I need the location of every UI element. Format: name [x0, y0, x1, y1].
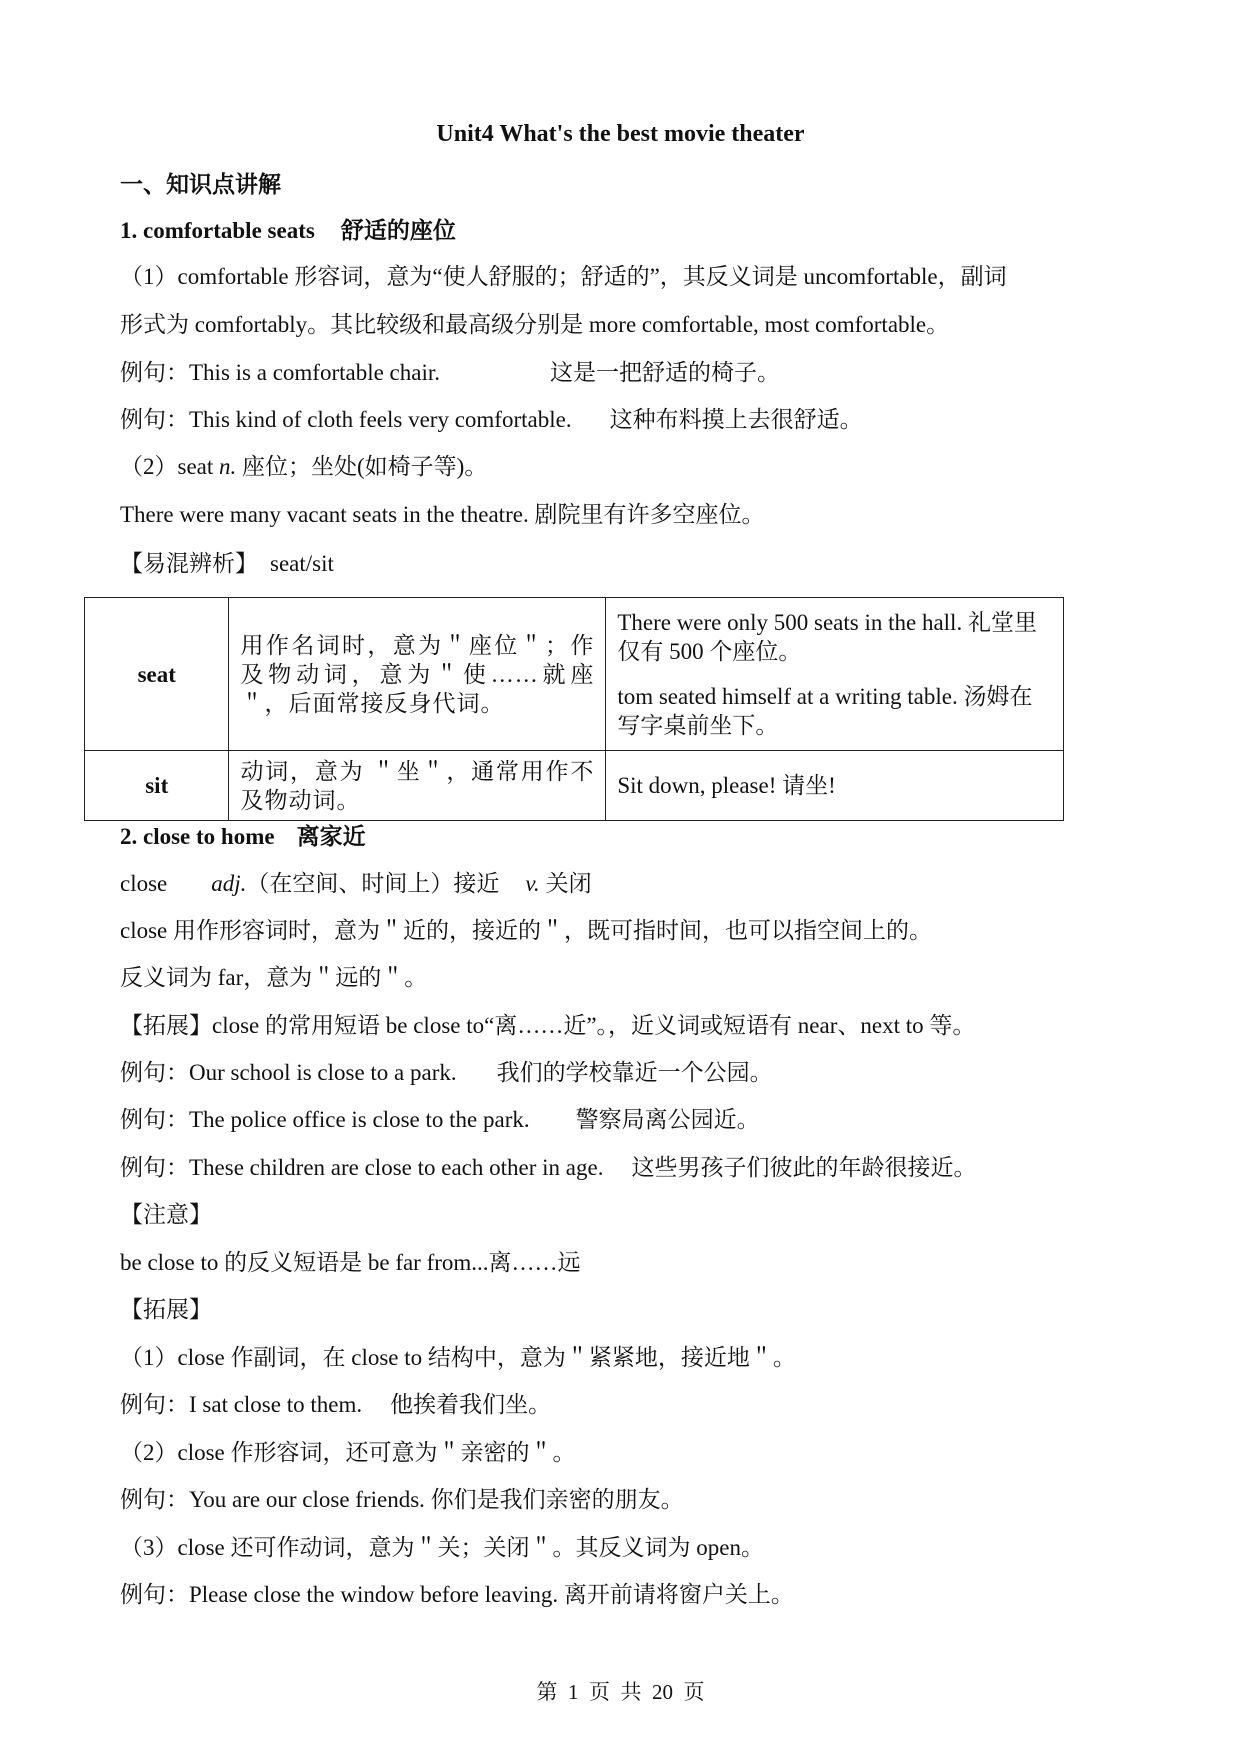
extension-2: （2）close 作形容词，还可意为＂亲密的＂。 — [120, 1440, 576, 1465]
example-zh: 这种布料摸上去很舒适。 — [609, 407, 863, 432]
note-text: be close to 的反义短语是 be far from...离……远 — [120, 1250, 581, 1275]
example-en: 例句：These children are close to each other in age. — [120, 1155, 604, 1180]
item2-definition — [120, 869, 592, 899]
extension-3: （3）close 还可作动词，意为＂关；关闭＂。其反义词为 open。 — [120, 1535, 764, 1560]
item1-heading-zh: 舒适的座位 — [340, 218, 456, 243]
item2-heading-zh: 离家近 — [296, 824, 366, 849]
table-row — [85, 751, 1064, 821]
example-en: 例句：The police office is close to the park. — [120, 1107, 530, 1132]
example-zh: 警察局离公园近。 — [575, 1107, 760, 1132]
p2-prefix: （2）seat — [120, 454, 220, 479]
item2-heading — [120, 822, 366, 852]
table-example: There were only 500 seats in the hall. 礼堂里仅有 500 个座位。 — [617, 610, 1037, 664]
item2-example-1 — [120, 1058, 773, 1088]
table-example: Sit down, please! 请坐! — [617, 773, 836, 798]
item1-heading-en: 1. comfortable seats — [120, 218, 315, 243]
table-examples — [606, 598, 1064, 751]
table-meaning: 用作名词时，意为＂座位＂；作及物动词，意为＂使……就座＂，后面常接反身代词。 — [229, 598, 606, 751]
item1-paragraph-line1: （1）comfortable 形容词，意为“使人舒服的；舒适的”，其反义词是 uncomfortable，副词 — [120, 264, 1007, 289]
example-zh: 这是一把舒适的椅子。 — [550, 360, 781, 385]
table-example: tom seated himself at a writing table. 汤姆在写字桌前坐下。 — [617, 684, 1033, 738]
extension-1-example — [120, 1390, 551, 1420]
item2-line-1: close 用作形容词时，意为＂近的，接近的＂，既可指时间，也可以指空间上的。 — [120, 918, 933, 943]
def-adj: adj. — [211, 871, 247, 896]
def-adj-text: （在空间、时间上）接近 — [246, 871, 500, 896]
p2-pos: n. — [219, 454, 237, 479]
item1-heading — [120, 216, 456, 246]
p2-rest: 座位；坐处(如椅子等)。 — [236, 454, 488, 479]
extension-3-example: 例句：Please close the window before leaving. 离开前请将窗户关上。 — [120, 1582, 794, 1607]
def-v-text: 关闭 — [545, 871, 592, 896]
table-examples — [606, 751, 1064, 821]
item1-paragraph-line2: 形式为 comfortably。其比较级和最高级分别是 more comfortable, most comfortable。 — [120, 312, 950, 337]
example-en: 例句：This is a comfortable chair. — [120, 360, 441, 385]
example-en: 例句：Our school is close to a park. — [120, 1060, 457, 1085]
item2-heading-en: 2. close to home — [120, 824, 275, 849]
table-row — [85, 598, 1064, 751]
page-footer: 第 1 页 共 20 页 — [536, 1680, 705, 1704]
def-word: close — [120, 871, 168, 896]
example-zh: 我们的学校靠近一个公园。 — [496, 1060, 773, 1085]
table-word: seat — [85, 598, 229, 751]
item1-paragraph-2 — [120, 452, 487, 482]
extension-label: 【拓展】 — [120, 1297, 212, 1322]
page-title: Unit4 What's the best movie theater — [436, 121, 805, 147]
item1-example-2 — [120, 405, 863, 435]
section-heading: 一、知识点讲解 — [120, 172, 281, 197]
item2-extension-line: 【拓展】close 的常用短语 be close to“离……近”。，近义词或短语有 near、next to 等。 — [120, 1013, 976, 1038]
table-meaning: 动词，意为 ＂坐＂，通常用作不及物动词。 — [229, 751, 606, 821]
confuse-label: 【易混辨析】 — [120, 551, 258, 576]
item1-example-3: There were many vacant seats in the theatre. 剧院里有许多空座位。 — [120, 502, 765, 527]
item1-example-1 — [120, 358, 780, 388]
item2-line-2: 反义词为 far，意为＂远的＂。 — [120, 965, 428, 990]
example-zh: 他挨着我们坐。 — [390, 1392, 552, 1417]
example-zh: 这些男孩子们彼此的年龄很接近。 — [631, 1155, 977, 1180]
example-en: 例句：I sat close to them. — [120, 1392, 363, 1417]
extension-2-example: 例句：You are our close friends. 你们是我们亲密的朋友。 — [120, 1487, 684, 1512]
note-label: 【注意】 — [120, 1202, 212, 1227]
example-en: 例句：This kind of cloth feels very comfortable. — [120, 407, 572, 432]
confuse-words: seat/sit — [270, 551, 334, 576]
item2-example-2 — [120, 1105, 760, 1135]
table-word: sit — [85, 751, 229, 821]
extension-1: （1）close 作副词，在 close to 结构中，意为＂紧紧地，接近地＂。 — [120, 1345, 796, 1370]
item2-example-3 — [120, 1153, 976, 1183]
confuse-heading — [120, 549, 334, 579]
def-v: v. — [525, 871, 540, 896]
seat-sit-table — [84, 597, 1064, 821]
